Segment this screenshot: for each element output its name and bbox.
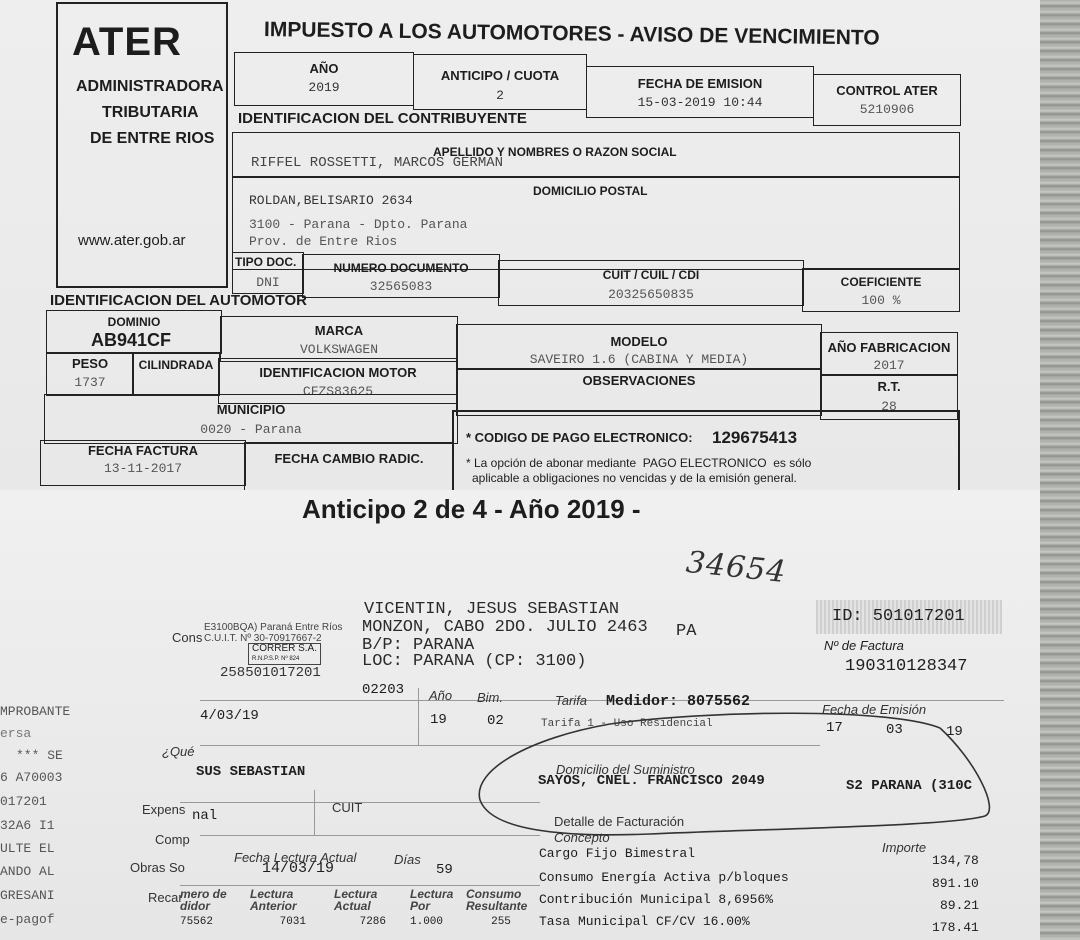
comp-label: Comp xyxy=(155,832,190,847)
emision-mes: 03 xyxy=(886,722,903,738)
obras-label: Obras So xyxy=(130,860,185,875)
anio-fab-cell xyxy=(820,332,958,376)
code-02203: 02203 xyxy=(362,682,405,698)
fecha-factura-label: FECHA FACTURA xyxy=(87,443,198,458)
concepto-item: Consumo Energía Activa p/bloques xyxy=(539,870,789,885)
marca-label: MARCA xyxy=(314,323,364,338)
tabla-col xyxy=(466,888,536,928)
fecha-emision-value: 15-03-2019 10:44 xyxy=(637,95,763,110)
municipio-value: 0020 - Parana xyxy=(200,422,302,437)
anio-label: AÑO xyxy=(309,61,339,76)
tabla-col xyxy=(250,888,306,928)
domicilio-line2: 3100 - Parana - Dpto. Parana xyxy=(249,217,468,232)
anio-fab-value: 2017 xyxy=(873,358,905,373)
modelo-cell xyxy=(456,324,822,370)
cilindrada-label: CILINDRADA xyxy=(138,358,214,372)
ater-logo-box xyxy=(56,2,228,288)
cuit-label: CUIT / CUIL / CDI xyxy=(602,268,700,282)
coef-value: 100 % xyxy=(861,293,901,308)
domicilio-suministro-2: S2 PARANA (310C xyxy=(846,778,973,794)
tabla-value: 7286 xyxy=(359,916,386,928)
cuit-f-label: CUIT xyxy=(332,800,363,815)
fecha-cambio-label: FECHA CAMBIO RADIC. xyxy=(274,451,424,466)
recar-label: Recar xyxy=(148,890,183,905)
anio-value: 2019 xyxy=(308,80,340,95)
tipo-doc-value: DNI xyxy=(256,275,280,290)
ater-website: www.ater.gob.ar xyxy=(78,232,186,249)
fecha-lectura: 14/03/19 xyxy=(262,860,335,877)
handwritten-number: 34654 xyxy=(684,544,788,591)
emisor-line1: E3100BQA) Paraná Entre Ríos xyxy=(204,622,343,633)
importe-item: 134,78 xyxy=(932,853,979,868)
concepto-item: Contribución Municipal 8,6956% xyxy=(539,892,774,907)
id-badge: ID: 501017201 xyxy=(816,600,1002,634)
concepto-item: Tasa Municipal CF/CV 16.00% xyxy=(539,914,750,929)
tabla-header: Lectura Por xyxy=(410,887,454,913)
anio-cell xyxy=(234,52,414,106)
margin-line: e-pagof xyxy=(0,912,55,927)
tipo-doc-label: TIPO DOC. xyxy=(235,255,297,269)
margin-line: ULTE EL xyxy=(0,841,55,856)
fecha-emision-cell xyxy=(586,66,814,118)
marca-cell xyxy=(220,316,458,362)
lecturas-table xyxy=(180,888,540,940)
tarifa-label: Tarifa xyxy=(555,693,588,708)
tabla-value: 255 xyxy=(491,916,511,928)
margin-line: MPROBANTE xyxy=(0,704,71,719)
modelo-label: MODELO xyxy=(610,334,668,349)
pago-nota-line2: aplicable a obligaciones no vencidas y de la emisión general. xyxy=(472,471,797,485)
nombre-value: RIFFEL ROSSETTI, MARCOS GERMAN xyxy=(251,155,504,171)
org-line2: TRIBUTARIA xyxy=(102,104,199,121)
anio-value-f: 19 xyxy=(430,712,447,728)
tabla-value: 75562 xyxy=(180,916,214,928)
rt-label: R.T. xyxy=(877,379,901,394)
concepto-item: Cargo Fijo Bimestral xyxy=(539,846,696,861)
coef-cell xyxy=(802,268,960,312)
medidor: Medidor: 8075562 xyxy=(606,693,751,710)
fecha-emision-f-label: Fecha de Emisión xyxy=(822,702,927,717)
control-label: CONTROL ATER xyxy=(836,83,938,98)
anticipo-title: Anticipo 2 de 4 - Año 2019 - xyxy=(302,494,641,524)
tabla-col xyxy=(180,888,240,928)
fecha-emision-label: FECHA DE EMISION xyxy=(637,76,763,91)
dominio-value: AB941CF xyxy=(91,330,172,350)
factura-code: 258501017201 xyxy=(220,665,321,681)
pago-nota-line1: * La opción de abonar mediante PAGO ELECTRONICO es sólo xyxy=(466,456,812,470)
cuota-cell xyxy=(413,54,587,110)
motor-value: CFZS83625 xyxy=(302,384,374,399)
codigo-pago-value: 129675413 xyxy=(712,428,798,447)
ater-logo: ATER xyxy=(72,20,182,64)
grid-line xyxy=(418,688,419,746)
codigo-pago-label: * CODIGO DE PAGO ELECTRONICO: xyxy=(466,430,693,445)
bim-label: Bim. xyxy=(477,690,503,705)
anio-label-f: Año xyxy=(429,688,453,703)
factura-sheet xyxy=(0,490,1040,940)
cons-label: Cons xyxy=(172,630,203,645)
control-cell xyxy=(813,74,961,126)
dominio-label: DOMINIO xyxy=(107,315,161,329)
municipio-cell xyxy=(44,394,458,444)
modelo-value: SAVEIRO 1.6 (CABINA Y MEDIA) xyxy=(529,352,749,367)
handdrawn-circle xyxy=(470,700,1010,850)
dias-value: 59 xyxy=(436,862,453,878)
detalle-label: Detalle de Facturación xyxy=(554,814,685,829)
tabla-col xyxy=(334,888,386,928)
fecha-short: 4/03/19 xyxy=(200,708,259,724)
expens-label: Expens xyxy=(142,802,186,817)
cuit-cell xyxy=(498,260,804,306)
cuit-value: 20325650835 xyxy=(608,287,694,302)
fecha-factura-value: 13-11-2017 xyxy=(103,461,182,476)
nal-text: nal xyxy=(192,808,218,824)
coef-label: COEFICIENTE xyxy=(840,275,922,289)
numero-doc-value: 32565083 xyxy=(369,279,433,294)
tabla-col xyxy=(410,888,460,928)
tarifa-value: Tarifa 1 - Uso Residencial xyxy=(541,718,713,730)
automotor-section-title: IDENTIFICACION DEL AUTOMOTOR xyxy=(50,292,307,309)
importe-item: 89.21 xyxy=(940,898,980,913)
fecha-lectura-label: Fecha Lectura Actual xyxy=(234,850,357,865)
cuota-value: 2 xyxy=(496,88,504,103)
grid-line xyxy=(180,885,540,886)
domicilio-label: DOMICILIO POSTAL xyxy=(533,184,648,198)
cliente-pa: PA xyxy=(676,622,697,641)
fecha-cambio-cell xyxy=(244,442,454,492)
que-label: ¿Qué xyxy=(162,744,195,759)
margin-line: 017201 xyxy=(0,794,47,809)
correr-stamp xyxy=(248,643,321,665)
observaciones-label: OBSERVACIONES xyxy=(582,373,696,388)
tipo-doc-cell xyxy=(232,252,304,294)
domicilio-suministro: SAYOS, CNEL. FRANCISCO 2049 xyxy=(538,773,765,789)
cliente-line2: MONZON, CABO 2DO. JULIO 2463 xyxy=(362,618,648,637)
rt-value: 28 xyxy=(881,399,897,414)
margin-line: 6 A70003 xyxy=(0,770,63,785)
cliente-line4: LOC: PARANA (CP: 3100) xyxy=(362,652,587,671)
tabla-header: Lectura Actual xyxy=(334,887,378,913)
stamp-text: CORRER S.A. xyxy=(252,643,318,654)
cliente-line1: VICENTIN, JESUS SEBASTIAN xyxy=(364,600,620,619)
nombre-cell xyxy=(232,132,960,178)
tabla-header: Lectura Anterior xyxy=(250,887,297,913)
municipio-label: MUNICIPIO xyxy=(216,402,286,417)
grid-line xyxy=(314,790,315,836)
wood-background xyxy=(1034,0,1080,940)
org-line1: ADMINISTRADORA xyxy=(76,78,224,95)
nro-factura: 190310128347 xyxy=(845,657,968,676)
margin-line: ANDO AL xyxy=(0,864,55,879)
tabla-header: mero de didor xyxy=(180,887,227,913)
tabla-value: 7031 xyxy=(279,916,306,928)
cilindrada-cell xyxy=(132,352,220,396)
emisor-line2: C.U.I.T. Nº 30-70917667-2 xyxy=(204,633,322,644)
bim-value: 02 xyxy=(487,713,504,729)
numero-doc-cell xyxy=(302,254,500,298)
tabla-header: Consumo Resultante xyxy=(466,887,528,913)
nombre-label: APELLIDO Y NOMBRES O RAZON SOCIAL xyxy=(433,145,677,159)
peso-cell xyxy=(46,352,134,396)
fecha-factura-cell xyxy=(40,440,246,486)
concepto-label: Concepto xyxy=(554,830,610,845)
control-value: 5210906 xyxy=(859,102,915,117)
margin-line: GRESANI xyxy=(0,888,55,903)
importe-label: Importe xyxy=(882,840,927,855)
peso-label: PESO xyxy=(71,356,109,371)
numero-doc-label: NUMERO DOCUMENTO xyxy=(333,261,469,275)
anio-fab-label: AÑO FABRICACION xyxy=(827,340,951,355)
marca-value: VOLKSWAGEN xyxy=(299,342,378,357)
notice-title: IMPUESTO A LOS AUTOMOTORES - AVISO DE VENCIMIENTO xyxy=(263,18,880,50)
margin-line: 32A6 I1 xyxy=(0,818,55,833)
dias-label: Días xyxy=(394,852,421,867)
domicilio-line1: ROLDAN,BELISARIO 2634 xyxy=(249,193,413,208)
emision-dia: 17 xyxy=(826,720,843,736)
observaciones-cell xyxy=(456,368,822,416)
importe-item: 178.41 xyxy=(932,920,979,935)
tabla-value: 1.000 xyxy=(410,916,444,928)
stamp-text-2: R.N.P.S.P. Nº 824 xyxy=(252,656,300,662)
contribuyente-section-title: IDENTIFICACION DEL CONTRIBUYENTE xyxy=(238,110,527,127)
cliente-line3: B/P: PARANA xyxy=(362,636,475,655)
peso-value: 1737 xyxy=(74,375,106,390)
titular: SUS SEBASTIAN xyxy=(196,764,306,780)
margin-line: ersa xyxy=(0,726,32,741)
org-line3: DE ENTRE RIOS xyxy=(90,130,215,147)
domicilio-line3: Prov. de Entre Rios xyxy=(249,234,398,249)
domicilio-suministro-label: Domicilio del Suministro xyxy=(556,762,695,777)
importe-item: 891.10 xyxy=(932,876,979,891)
emision-anio: 19 xyxy=(946,724,963,740)
nro-factura-label: Nº de Factura xyxy=(824,638,904,653)
cuota-label: ANTICIPO / CUOTA xyxy=(440,68,560,83)
dominio-cell xyxy=(46,310,222,354)
motor-label: IDENTIFICACION MOTOR xyxy=(259,365,417,380)
margin-line: *** SE xyxy=(16,748,63,763)
